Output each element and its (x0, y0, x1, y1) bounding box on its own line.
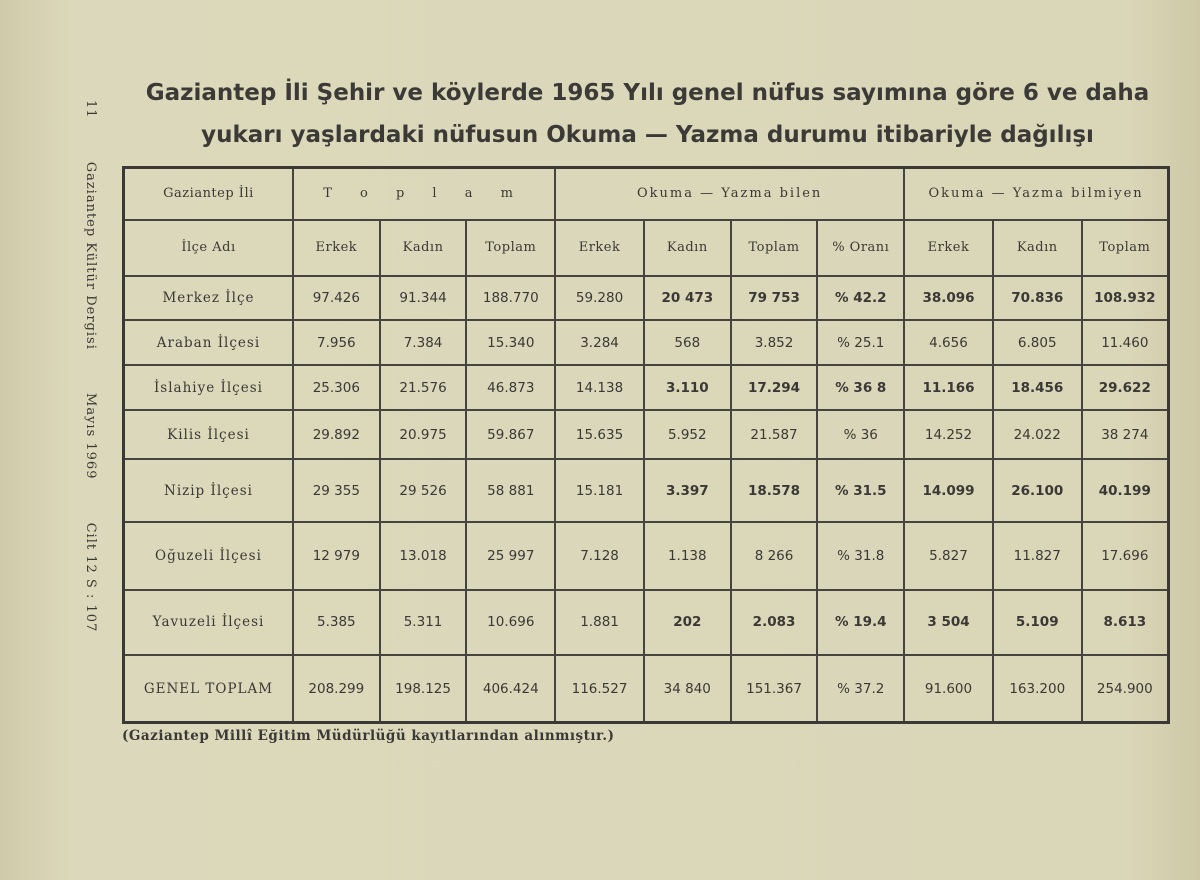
column-header-row (124, 220, 1169, 276)
group-header-row (124, 168, 1169, 220)
value-cell-t-t: 25 997 (466, 522, 555, 589)
value-cell-b-t: 8 266 (731, 522, 818, 589)
value-cell-n-e: 38.096 (904, 276, 993, 321)
value-cell-n-e: 11.166 (904, 365, 993, 410)
col-bilen-toplam: Toplam (731, 220, 818, 276)
value-cell-t-k: 13.018 (380, 522, 467, 589)
value-cell-n-e: 14.099 (904, 459, 993, 522)
value-cell-oran: % 42.2 (817, 276, 904, 321)
value-cell-t-t: 58 881 (466, 459, 555, 522)
table-row (124, 276, 1169, 321)
value-cell-n-t: 108.932 (1082, 276, 1169, 321)
ilce-name-cell: İslahiye İlçesi (124, 365, 293, 410)
group-toplam: T o p l a m (293, 168, 555, 220)
value-cell-oran: % 37.2 (817, 655, 904, 722)
ilce-name-cell: Yavuzeli İlçesi (124, 590, 293, 655)
value-cell-n-t: 17.696 (1082, 522, 1169, 589)
value-cell-t-e: 12 979 (293, 522, 380, 589)
value-cell-b-k: 202 (644, 590, 731, 655)
corner-label: Gaziantep İli (124, 168, 293, 220)
value-cell-b-e: 14.138 (555, 365, 644, 410)
col-bilen-oran: % Oranı (817, 220, 904, 276)
value-cell-t-t: 59.867 (466, 410, 555, 459)
value-cell-b-k: 568 (644, 320, 731, 365)
source-footnote: (Gaziantep Millî Eğitim Müdürlüğü kayıtlarından alınmıştır.) (122, 728, 615, 744)
value-cell-t-k: 198.125 (380, 655, 467, 722)
literacy-table-container (122, 166, 1170, 724)
value-cell-n-e: 5.827 (904, 522, 993, 589)
value-cell-t-e: 29.892 (293, 410, 380, 459)
value-cell-b-t: 18.578 (731, 459, 818, 522)
value-cell-n-t: 40.199 (1082, 459, 1169, 522)
value-cell-t-k: 21.576 (380, 365, 467, 410)
value-cell-n-e: 4.656 (904, 320, 993, 365)
value-cell-b-e: 59.280 (555, 276, 644, 321)
value-cell-b-t: 21.587 (731, 410, 818, 459)
literacy-table (122, 166, 1170, 724)
value-cell-t-t: 46.873 (466, 365, 555, 410)
value-cell-n-e: 14.252 (904, 410, 993, 459)
col-toplam-kadin: Kadın (380, 220, 467, 276)
table-row (124, 522, 1169, 589)
value-cell-n-k: 26.100 (993, 459, 1082, 522)
value-cell-t-k: 91.344 (380, 276, 467, 321)
value-cell-n-k: 5.109 (993, 590, 1082, 655)
value-cell-t-k: 29 526 (380, 459, 467, 522)
table-body (124, 276, 1169, 723)
value-cell-n-t: 38 274 (1082, 410, 1169, 459)
ilce-name-cell: GENEL TOPLAM (124, 655, 293, 722)
value-cell-n-t: 11.460 (1082, 320, 1169, 365)
value-cell-b-e: 7.128 (555, 522, 644, 589)
value-cell-b-e: 15.181 (555, 459, 644, 522)
value-cell-t-e: 25.306 (293, 365, 380, 410)
ilce-name-cell: Kilis İlçesi (124, 410, 293, 459)
value-cell-b-k: 3.397 (644, 459, 731, 522)
value-cell-b-e: 3.284 (555, 320, 644, 365)
value-cell-n-t: 254.900 (1082, 655, 1169, 722)
page-number: 11 (83, 100, 98, 119)
title-line-2: yukarı yaşlardaki nüfusun Okuma — Yazma durumu itibariyle dağılışı (201, 122, 1094, 148)
value-cell-n-t: 8.613 (1082, 590, 1169, 655)
col-bilmiyen-erkek: Erkek (904, 220, 993, 276)
value-cell-n-e: 3 504 (904, 590, 993, 655)
value-cell-oran: % 31.5 (817, 459, 904, 522)
col-toplam-erkek: Erkek (293, 220, 380, 276)
value-cell-t-e: 208.299 (293, 655, 380, 722)
value-cell-t-e: 5.385 (293, 590, 380, 655)
side-margin-caption (83, 100, 98, 700)
value-cell-b-t: 2.083 (731, 590, 818, 655)
col-bilen-erkek: Erkek (555, 220, 644, 276)
col-bilmiyen-toplam: Toplam (1082, 220, 1169, 276)
value-cell-b-k: 3.110 (644, 365, 731, 410)
col-toplam-toplam: Toplam (466, 220, 555, 276)
col-bilen-kadin: Kadın (644, 220, 731, 276)
value-cell-n-k: 24.022 (993, 410, 1082, 459)
table-row (124, 365, 1169, 410)
group-okuma-yazma-bilen: Okuma — Yazma bilen (555, 168, 904, 220)
value-cell-b-k: 20 473 (644, 276, 731, 321)
value-cell-t-t: 10.696 (466, 590, 555, 655)
table-row (124, 320, 1169, 365)
value-cell-b-k: 34 840 (644, 655, 731, 722)
value-cell-t-e: 29 355 (293, 459, 380, 522)
table-row (124, 459, 1169, 522)
value-cell-b-t: 17.294 (731, 365, 818, 410)
issue-date: Mayıs 1969 (83, 393, 98, 480)
value-cell-n-k: 70.836 (993, 276, 1082, 321)
value-cell-t-t: 406.424 (466, 655, 555, 722)
value-cell-n-k: 18.456 (993, 365, 1082, 410)
value-cell-b-k: 1.138 (644, 522, 731, 589)
ilce-name-cell: Nizip İlçesi (124, 459, 293, 522)
value-cell-n-k: 11.827 (993, 522, 1082, 589)
table-row (124, 590, 1169, 655)
value-cell-b-e: 116.527 (555, 655, 644, 722)
value-cell-b-e: 1.881 (555, 590, 644, 655)
value-cell-b-e: 15.635 (555, 410, 644, 459)
value-cell-b-k: 5.952 (644, 410, 731, 459)
value-cell-t-k: 20.975 (380, 410, 467, 459)
title-line-1: Gaziantep İli Şehir ve köylerde 1965 Yılı genel nüfus sayımına göre 6 ve daha (145, 80, 1150, 106)
value-cell-oran: % 19.4 (817, 590, 904, 655)
ilce-name-cell: Merkez İlçe (124, 276, 293, 321)
volume-number: Cilt 12 S : 107 (83, 522, 98, 633)
value-cell-b-t: 151.367 (731, 655, 818, 722)
col-ilce-adi: İlçe Adı (124, 220, 293, 276)
value-cell-n-k: 163.200 (993, 655, 1082, 722)
ilce-name-cell: Oğuzeli İlçesi (124, 522, 293, 589)
journal-name: Gaziantep Kültür Dergisi (83, 161, 98, 350)
value-cell-b-t: 3.852 (731, 320, 818, 365)
value-cell-n-k: 6.805 (993, 320, 1082, 365)
value-cell-oran: % 36 (817, 410, 904, 459)
value-cell-t-k: 5.311 (380, 590, 467, 655)
table-row (124, 410, 1169, 459)
value-cell-t-k: 7.384 (380, 320, 467, 365)
value-cell-t-e: 97.426 (293, 276, 380, 321)
value-cell-oran: % 36 8 (817, 365, 904, 410)
value-cell-oran: % 25.1 (817, 320, 904, 365)
document-title (110, 72, 1185, 156)
table-row (124, 655, 1169, 722)
value-cell-t-e: 7.956 (293, 320, 380, 365)
value-cell-t-t: 188.770 (466, 276, 555, 321)
value-cell-n-t: 29.622 (1082, 365, 1169, 410)
col-bilmiyen-kadin: Kadın (993, 220, 1082, 276)
ilce-name-cell: Araban İlçesi (124, 320, 293, 365)
value-cell-n-e: 91.600 (904, 655, 993, 722)
value-cell-t-t: 15.340 (466, 320, 555, 365)
group-okuma-yazma-bilmiyen: Okuma — Yazma bilmiyen (904, 168, 1168, 220)
value-cell-oran: % 31.8 (817, 522, 904, 589)
value-cell-b-t: 79 753 (731, 276, 818, 321)
